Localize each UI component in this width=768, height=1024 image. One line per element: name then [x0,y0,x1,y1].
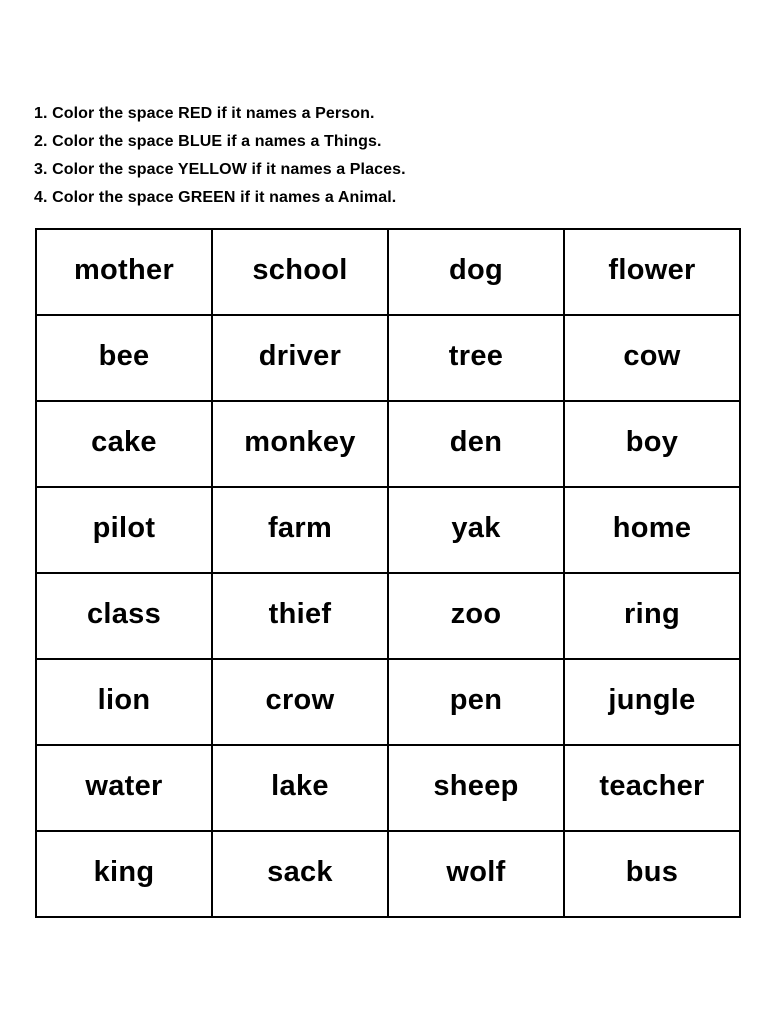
word-label: cow [623,339,681,372]
word-cell[interactable] [212,745,388,831]
word-cell[interactable] [564,229,740,315]
word-cell[interactable] [388,831,564,917]
word-label: boy [625,425,679,458]
word-label: lion [97,683,151,716]
grid-row [36,573,740,659]
word-cell[interactable] [564,401,740,487]
word-label: cake [91,425,157,458]
grid-row [36,745,740,831]
instruction-3: 3. Color the space YELLOW if it names a Places. [34,161,406,178]
word-label: ring [624,597,680,630]
word-label: sack [267,855,333,888]
word-label: yak [451,511,501,544]
word-cell[interactable] [212,315,388,401]
instruction-4: 4. Color the space GREEN if it names a Animal. [34,189,397,206]
word-cell[interactable] [564,831,740,917]
word-cell[interactable] [212,401,388,487]
word-label: tree [448,339,504,372]
word-cell[interactable] [36,659,212,745]
word-cell[interactable] [212,659,388,745]
word-label: sheep [433,769,519,802]
word-label: driver [258,339,342,372]
word-cell[interactable] [212,573,388,659]
word-label: wolf [446,855,506,888]
word-label: zoo [450,597,502,630]
word-label: pen [449,683,503,716]
word-cell[interactable] [36,831,212,917]
grid-row [36,401,740,487]
word-cell[interactable] [564,573,740,659]
instruction-2: 2. Color the space BLUE if a names a Things. [34,133,382,150]
word-label: school [252,253,348,286]
word-cell[interactable] [388,315,564,401]
word-label: thief [268,597,332,630]
instruction-list [34,100,406,212]
word-cell[interactable] [36,315,212,401]
grid-row [36,831,740,917]
word-grid [35,228,741,918]
word-label: king [93,855,155,888]
word-label: flower [608,253,696,286]
word-cell[interactable] [564,487,740,573]
word-label: crow [265,683,335,716]
word-cell[interactable] [36,401,212,487]
word-cell[interactable] [564,745,740,831]
word-cell[interactable] [388,745,564,831]
word-label: pilot [92,511,156,544]
word-cell[interactable] [36,573,212,659]
word-cell[interactable] [36,745,212,831]
word-label: jungle [608,683,696,716]
grid-row [36,487,740,573]
word-cell[interactable] [212,229,388,315]
word-label: bus [625,855,679,888]
word-cell[interactable] [388,659,564,745]
word-label: home [612,511,692,544]
word-cell[interactable] [212,487,388,573]
word-cell[interactable] [212,831,388,917]
word-cell[interactable] [564,315,740,401]
word-label: farm [267,511,333,544]
word-cell[interactable] [388,401,564,487]
word-cell[interactable] [388,229,564,315]
word-label: bee [98,339,150,372]
word-label: monkey [244,425,356,458]
word-label: dog [448,253,504,286]
word-label: den [449,425,503,458]
word-label: lake [271,769,329,802]
word-label: class [86,597,162,630]
word-label: water [85,769,163,802]
word-cell[interactable] [564,659,740,745]
grid-row [36,659,740,745]
instruction-1: 1. Color the space RED if it names a Person. [34,105,375,122]
grid-row [36,229,740,315]
word-cell[interactable] [36,229,212,315]
word-label: mother [73,253,175,286]
word-cell[interactable] [388,573,564,659]
word-cell[interactable] [36,487,212,573]
grid-row [36,315,740,401]
word-cell[interactable] [388,487,564,573]
word-label: teacher [599,769,705,802]
